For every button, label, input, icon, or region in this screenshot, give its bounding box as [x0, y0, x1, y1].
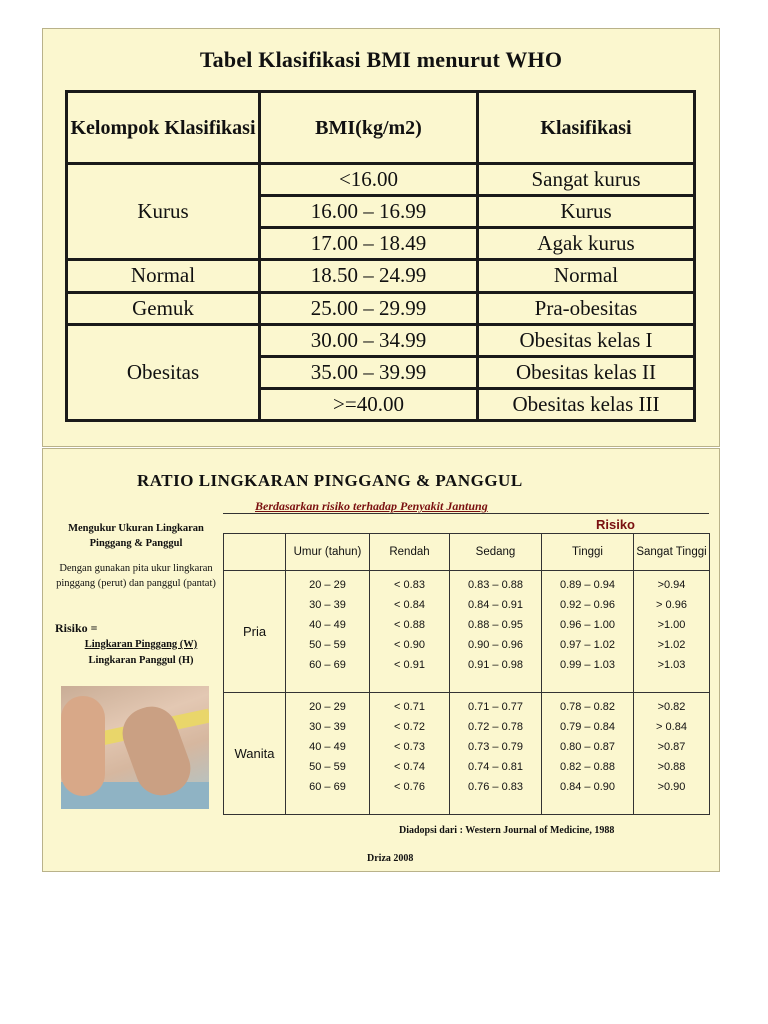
- bmi-range: 18.50 – 24.99: [260, 260, 478, 292]
- col-gender: [224, 534, 286, 571]
- age-cell: [286, 571, 370, 693]
- ratio-value: < 0.73: [394, 741, 425, 753]
- ratio-value: < 0.72: [394, 721, 425, 733]
- ratio-value: 0.79 – 0.84: [559, 721, 616, 733]
- ratio-table-wrapper: [223, 513, 709, 819]
- ratio-value: 30 – 39: [309, 599, 346, 611]
- ratio-value: 20 – 29: [309, 701, 346, 713]
- bmi-class: Obesitas kelas I: [478, 324, 695, 356]
- ratio-value: < 0.88: [394, 619, 425, 631]
- ratio-value: 0.89 – 0.94: [559, 579, 616, 591]
- ratio-value: 0.84 – 0.91: [467, 599, 524, 611]
- source-credit: Diadopsi dari : Western Journal of Medicine, 1988: [399, 825, 615, 836]
- col-age: Umur (tahun): [286, 534, 370, 571]
- measure-description: Dengan gunakan pita ukur lingkaran pinggang (perut) dan panggul (pantat): [56, 563, 216, 589]
- col-tinggi: Tinggi: [542, 534, 634, 571]
- col-rendah: Rendah: [370, 534, 450, 571]
- ratio-value: 0.84 – 0.90: [559, 781, 616, 793]
- bmi-class: Normal: [478, 260, 695, 292]
- header-class: Klasifikasi: [478, 92, 695, 164]
- ratio-value: 0.90 – 0.96: [467, 639, 524, 651]
- sedang-cell: [450, 571, 542, 693]
- col-sangat-tinggi: Sangat Tinggi: [634, 534, 710, 571]
- bmi-class: Obesitas kelas II: [478, 356, 695, 388]
- ratio-value: 50 – 59: [309, 761, 346, 773]
- ratio-value: >0.88: [657, 761, 686, 773]
- ratio-value: 60 – 69: [309, 781, 346, 793]
- ratio-table: [223, 533, 710, 815]
- ratio-value: < 0.74: [394, 761, 425, 773]
- tinggi-cell: [542, 571, 634, 693]
- ratio-value: 0.71 – 0.77: [467, 701, 524, 713]
- ratio-value: 50 – 59: [309, 639, 346, 651]
- ratio-value: >1.02: [657, 639, 686, 651]
- bmi-range: 35.00 – 39.99: [260, 356, 478, 388]
- group-name: Gemuk: [67, 292, 260, 324]
- rendah-cell: [370, 571, 450, 693]
- risk-formula-label: Risiko =: [55, 621, 98, 635]
- bmi-range: 16.00 – 16.99: [260, 196, 478, 228]
- tinggi-cell: [542, 693, 634, 815]
- risiko-header-bar: [223, 513, 709, 532]
- ratio-value: 40 – 49: [309, 741, 346, 753]
- ratio-value: < 0.71: [394, 701, 425, 713]
- ratio-value: 0.88 – 0.95: [467, 619, 524, 631]
- bmi-card: [42, 28, 720, 447]
- ratio-value: 0.72 – 0.78: [467, 721, 524, 733]
- ratio-value: < 0.84: [394, 599, 425, 611]
- bmi-class: Kurus: [478, 196, 695, 228]
- gender-label: Pria: [224, 571, 286, 693]
- ratio-value: > 0.96: [656, 599, 687, 611]
- ratio-value: >0.94: [657, 579, 686, 591]
- ratio-value: 40 – 49: [309, 619, 346, 631]
- author-credit: Driza 2008: [367, 853, 414, 864]
- ratio-value: 0.92 – 0.96: [559, 599, 616, 611]
- sedang-cell: [450, 693, 542, 815]
- bmi-class: Agak kurus: [478, 228, 695, 260]
- ratio-value: 0.76 – 0.83: [467, 781, 524, 793]
- measure-heading: Mengukur Ukuran Lingkaran Pinggang & Panggul: [68, 523, 204, 549]
- ratio-title: RATIO LINGKARAN PINGGANG & PANGGUL: [137, 471, 523, 490]
- ratio-value: 0.99 – 1.03: [559, 659, 616, 671]
- ratio-value: 0.83 – 0.88: [467, 579, 524, 591]
- ratio-group-pria: [224, 571, 710, 693]
- header-group: Kelompok Klasifikasi: [67, 92, 260, 164]
- bmi-range: 30.00 – 34.99: [260, 324, 478, 356]
- ratio-value: 0.97 – 1.02: [559, 639, 616, 651]
- bmi-class: Sangat kurus: [478, 164, 695, 196]
- bmi-title: Tabel Klasifikasi BMI menurut WHO: [199, 47, 563, 72]
- ratio-value: 60 – 69: [309, 659, 346, 671]
- age-cell: [286, 693, 370, 815]
- ratio-value: 0.73 – 0.79: [467, 741, 524, 753]
- ratio-group-wanita: [224, 693, 710, 815]
- ratio-value: 30 – 39: [309, 721, 346, 733]
- ratio-value: > 0.84: [656, 721, 687, 733]
- ratio-value: >0.82: [657, 701, 686, 713]
- ratio-subtitle: Berdasarkan risiko terhadap Penyakit Jantung: [255, 499, 488, 513]
- ratio-value: >1.03: [657, 659, 686, 671]
- bmi-class: Pra-obesitas: [478, 292, 695, 324]
- rendah-cell: [370, 693, 450, 815]
- ratio-value: 0.96 – 1.00: [559, 619, 616, 631]
- ratio-value: < 0.91: [394, 659, 425, 671]
- ratio-value: 0.74 – 0.81: [467, 761, 524, 773]
- ratio-value: >0.87: [657, 741, 686, 753]
- formula-denominator: Lingkaran Panggul (H): [88, 655, 194, 666]
- ratio-value: < 0.76: [394, 781, 425, 793]
- header-bmi: BMI(kg/m2): [260, 92, 478, 164]
- bmi-table: [65, 90, 696, 422]
- formula-numerator: Lingkaran Pinggang (W): [84, 639, 198, 650]
- ratio-value: 0.80 – 0.87: [559, 741, 616, 753]
- ratio-value: 0.91 – 0.98: [467, 659, 524, 671]
- bmi-range: 17.00 – 18.49: [260, 228, 478, 260]
- ratio-value: >0.90: [657, 781, 686, 793]
- col-sedang: Sedang: [450, 534, 542, 571]
- ratio-value: 20 – 29: [309, 579, 346, 591]
- ratio-value: < 0.90: [394, 639, 425, 651]
- waist-measure-photo: [61, 686, 209, 809]
- ratio-value: 0.78 – 0.82: [559, 701, 616, 713]
- group-name: Kurus: [67, 164, 260, 260]
- ratio-value: < 0.83: [394, 579, 425, 591]
- bmi-range: >=40.00: [260, 388, 478, 420]
- ratio-value: 0.82 – 0.88: [559, 761, 616, 773]
- ratio-card: [42, 448, 720, 872]
- sangat-tinggi-cell: [634, 571, 710, 693]
- bmi-range: 25.00 – 29.99: [260, 292, 478, 324]
- bmi-range: <16.00: [260, 164, 478, 196]
- gender-label: Wanita: [224, 693, 286, 815]
- group-name: Obesitas: [67, 324, 260, 420]
- sangat-tinggi-cell: [634, 693, 710, 815]
- risiko-header: Risiko: [595, 517, 635, 532]
- bmi-class: Obesitas kelas III: [478, 388, 695, 420]
- ratio-value: >1.00: [657, 619, 686, 631]
- group-name: Normal: [67, 260, 260, 292]
